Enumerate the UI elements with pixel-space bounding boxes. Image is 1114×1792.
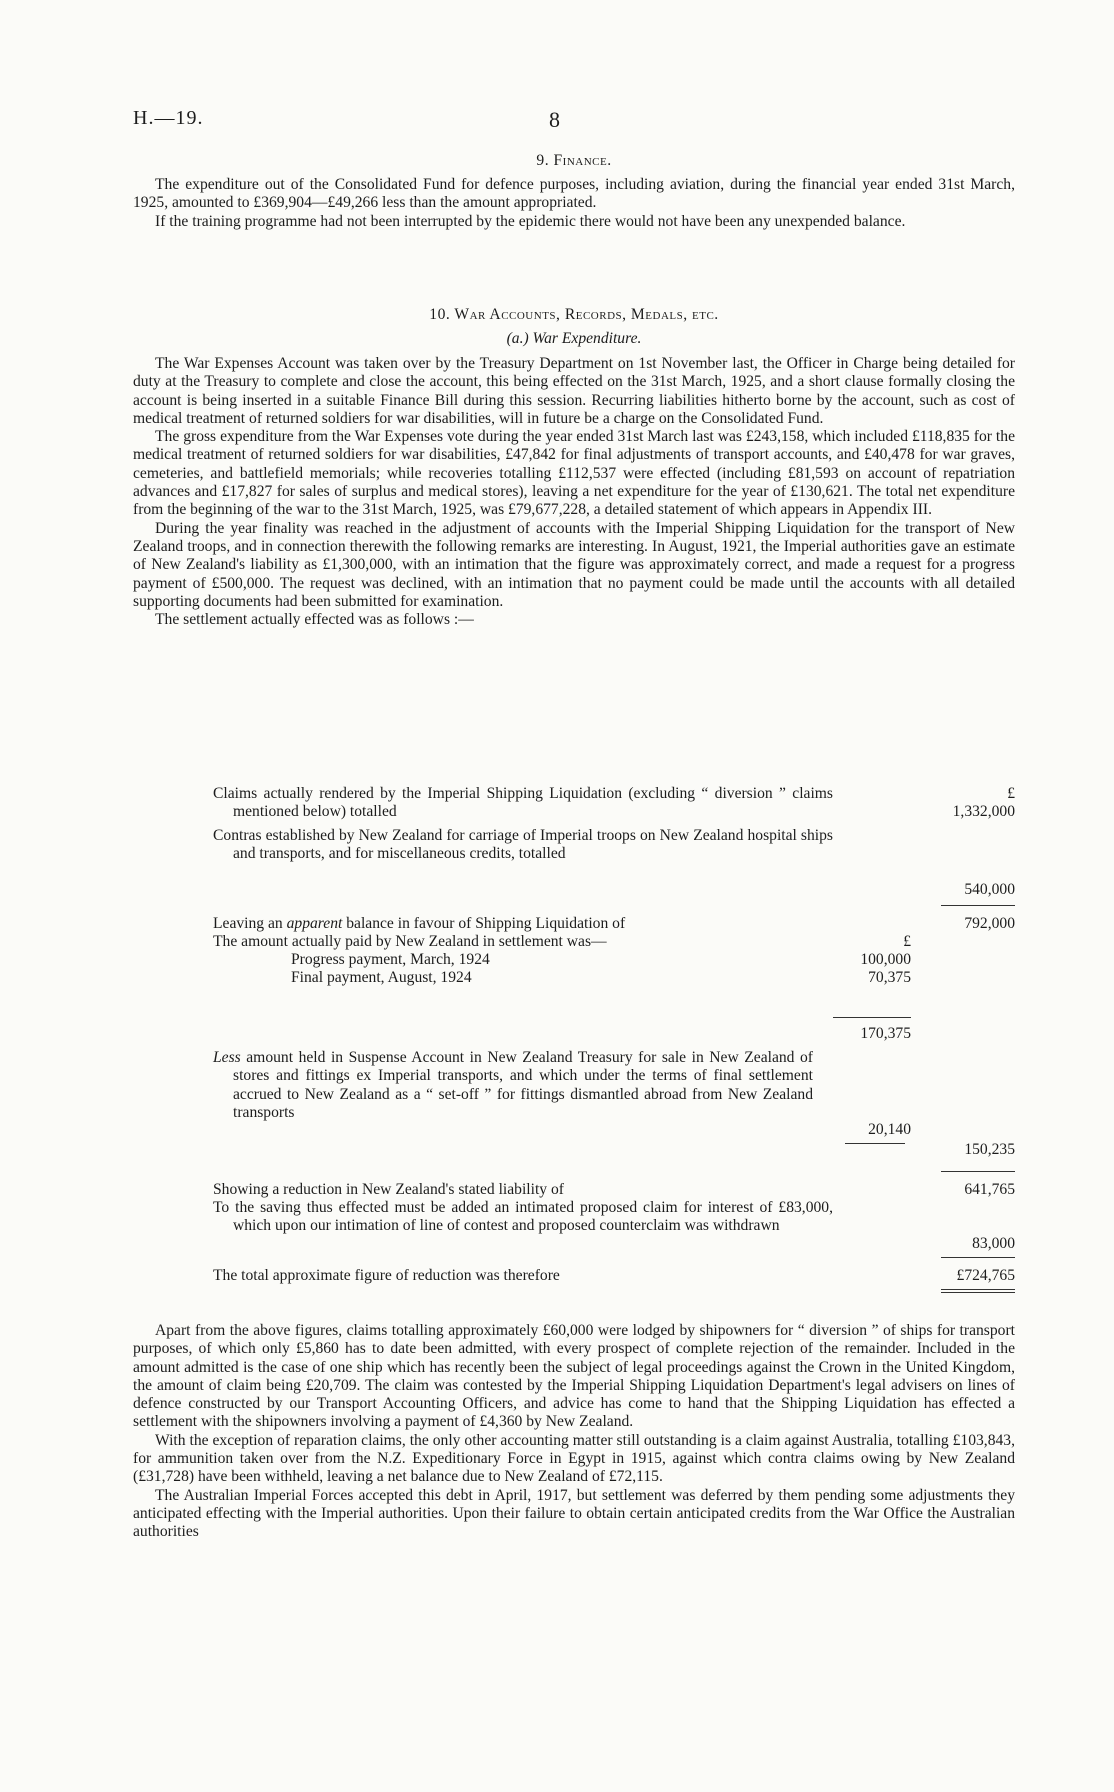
finance-paragraph-1: The expenditure out of the Consolidated Fund for defence purposes, including aviation, during the financial year ended 31st March, 1925, amounted to £369,904—£49,266 less than the amount appropriated. (133, 176, 1015, 212)
closing-section (133, 1322, 1015, 1542)
war-accounts-section (133, 355, 1015, 629)
net-paid-amount: 150,235 (964, 1141, 1015, 1158)
paid-total-amount: 170,375 (860, 1025, 911, 1042)
section-heading-war-accounts: 10. War Accounts, Records, Medals, etc. (429, 306, 719, 323)
suspense-account-amount: 20,140 (868, 1121, 911, 1138)
apparent-word: apparent (286, 915, 343, 932)
total-reduction-label: The total approximate figure of reduction was therefore (213, 1267, 560, 1284)
document-reference: H.—19. (133, 107, 204, 129)
apparent-suffix: balance in favour of Shipping Liquidation of (342, 915, 626, 932)
war-accounts-paragraph-2: The gross expenditure from the War Expenses vote during the year ended 31st March last was £243,158, which included £118,835 for the medical treatment of returned soldiers for war disabilities, £47,842 for final adjustments of transport accounts, and £40,478 for war graves, cemeteries, and battlefield memorials; while recoveries totalling £112,537 were effected (including £81,593 on account of repatriation advances and £17,827 for sales of surplus and medical stores), leaving a net expenditure for the year of £130,621. The total net expenditure from the beginning of the war to the 31st March, 1925, was £79,677,228, a detailed statement of which appears in Appendix III. (133, 428, 1015, 519)
rule-subtotal-1 (941, 905, 1015, 906)
rule-total-1 (941, 1289, 1015, 1290)
war-accounts-paragraph-1: The War Expenses Account was taken over by the Treasury Department on 1st November last, the Officer in Charge being detailed for duty at the Treasury to complete and close the account, this being effected on the 31st March, 1925, and a short clause formally closing the account is being inserted in a suitable Finance Bill during this session. Recurring liabilities hitherto borne by the account, such as cost of medical treatment of returned soldiers for war disabilities, will in future be a charge on the Consolidated Fund. (133, 355, 1015, 427)
subsection-heading-war-expenditure: (a.) War Expenditure. (506, 330, 642, 347)
contras-label: Contras established by New Zealand for carriage of Imperial troops on New Zealand hospital ships and transports, and for miscellaneous credits, totalled (213, 827, 833, 863)
apparent-balance-amount: 792,000 (964, 915, 1015, 932)
less-word: Less (213, 1049, 241, 1066)
suspense-account-text: amount held in Suspense Account in New Zealand Treasury for sale in New Zealand of stores and fittings ex Imperial transports, and which under the terms of final settlement accrued to New Zealand as a “ set-off ” for fittings dismantled abroad from New Zealand transports (233, 1049, 813, 1121)
total-reduction-amount: £724,765 (956, 1267, 1015, 1284)
currency-header-right: £ (1007, 785, 1015, 802)
finance-paragraph-2: If the training programme had not been interrupted by the epidemic there would not have been any unexpended balance. (155, 212, 906, 230)
interest-saving-amount: 83,000 (972, 1235, 1015, 1252)
contras-amount: 540,000 (964, 881, 1015, 898)
claims-rendered-label: Claims actually rendered by the Imperial Shipping Liquidation (excluding “ diversion ” claims mentioned below) totalled (213, 785, 833, 821)
rule-subtotal-5 (941, 1257, 1015, 1258)
currency-header-left: £ (903, 933, 911, 950)
rule-total-2 (941, 1292, 1015, 1293)
suspense-account-label (213, 1049, 813, 1122)
closing-paragraph-3: The Australian Imperial Forces accepted this debt in April, 1917, but settlement was deferred by them pending some adjustments they anticipated effecting with the Imperial authorities. Upon their failure to obtain certain anticipated credits from the War Office the Australian authorities (133, 1486, 1015, 1541)
claims-rendered-amount: 1,332,000 (952, 803, 1015, 820)
interest-saving-label: To the saving thus effected must be added an intimated proposed claim for interest of £83,000, which upon our intimation of line of contest and proposed counterclaim was withdrawn (213, 1199, 833, 1235)
rule-subtotal-3 (845, 1143, 905, 1144)
final-payment-amount: 70,375 (868, 969, 911, 986)
progress-payment-amount: 100,000 (860, 951, 911, 968)
apparent-balance-label (213, 915, 813, 933)
closing-paragraph-2: With the exception of reparation claims, the only other accounting matter still outstanding is a claim against Australia, totalling £103,843, for ammunition taken over from the N.Z. Expeditionary Force in Egypt in 1915, against which contra claims owing by New Zealand (£31,728) have been withheld, leaving a net balance due to New Zealand of £72,115. (133, 1431, 1015, 1486)
section-heading-finance: 9. Finance. (536, 152, 612, 169)
reduction-label: Showing a reduction in New Zealand's stated liability of (213, 1181, 564, 1198)
final-payment-label: Final payment, August, 1924 (291, 969, 472, 986)
rule-subtotal-2 (833, 1017, 911, 1018)
closing-paragraph-1: Apart from the above figures, claims totalling approximately £60,000 were lodged by shipowners for “ diversion ” of ships for transport purposes, of which only £5,860 has to date been admitted, with every prospect of complete rejection of the remainder. Included in the amount admitted is the case of one ship which has recently been the subject of legal proceedings against the Crown in the United Kingdom, the amount of claim being £20,709. The claim was contested by the Imperial Shipping Liquidation Department's legal advisers on lines of defence constructed by our Transport Accounting Officers, and advice has come to hand that the Shipping Liquidation has effected a settlement with the shipowners involving a payment of £4,360 by New Zealand. (133, 1322, 1015, 1431)
war-accounts-paragraph-3: During the year finality was reached in the adjustment of accounts with the Imperial Shipping Liquidation for the transport of New Zealand troops, and in connection therewith the following remarks are interesting. In August, 1921, the Imperial authorities gave an estimate of New Zealand's liability as £1,300,000, with an intimation that the figure was approximately correct, and made a request for a progress payment of £500,000. The request was declined, with an intimation that no payment could be made until the accounts with all detailed supporting documents had been submitted for examination. (133, 519, 1015, 610)
progress-payment-label: Progress payment, March, 1924 (291, 951, 490, 968)
apparent-prefix: Leaving an (213, 915, 287, 932)
page-number: 8 (549, 107, 560, 132)
finance-section (133, 176, 1015, 231)
reduction-amount: 641,765 (964, 1181, 1015, 1198)
rule-subtotal-4 (941, 1171, 1015, 1172)
war-accounts-paragraph-4: The settlement actually effected was as follows :— (155, 611, 474, 629)
amount-paid-label: The amount actually paid by New Zealand in settlement was— (213, 933, 607, 950)
